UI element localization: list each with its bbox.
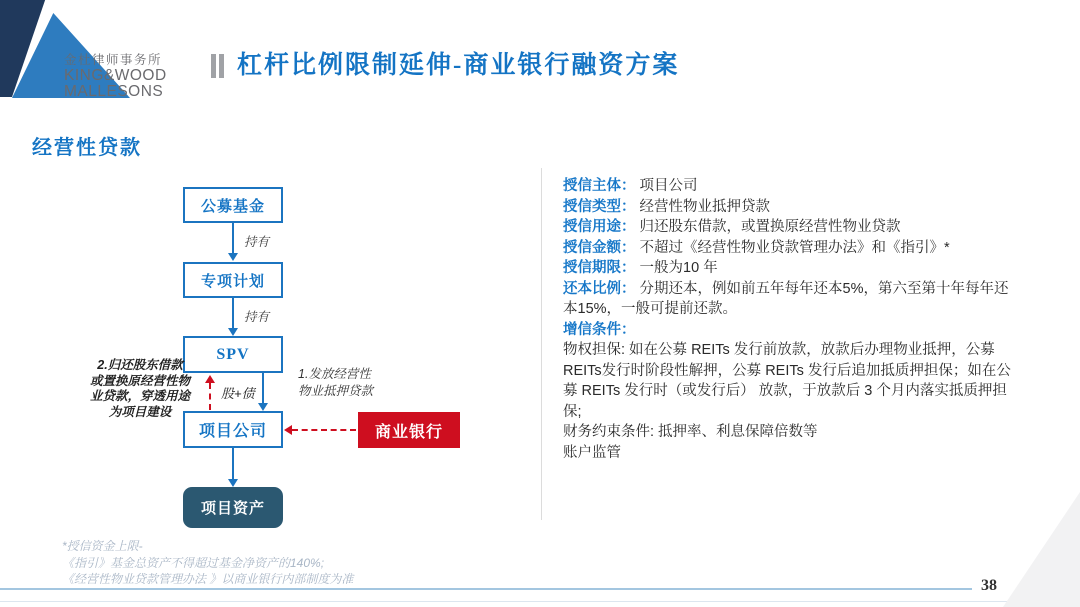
page-number: 38 [981, 577, 997, 594]
detail-line [563, 217, 1015, 238]
edge-label-hold-1: 持有 [244, 235, 270, 249]
footer-rule-secondary [0, 601, 1080, 602]
annotation-line: 为项目建设 [108, 404, 172, 419]
corner-decoration [1003, 492, 1080, 607]
edge-label-equity-debt: 股+债 [221, 386, 255, 401]
separator-bar [211, 54, 216, 78]
detail-line [563, 320, 1015, 341]
footnote [62, 538, 353, 588]
detail-label: 授信主体： [563, 178, 636, 194]
detail-value: 分期还本，例如前五年每年还本5%，第六至第十年每年还本15%，一般可提前还款。 [563, 280, 1009, 317]
detail-line [563, 258, 1015, 279]
detail-line [563, 238, 1015, 259]
detail-value: 不超过《经营性物业贷款管理办法》和《指引》* [639, 239, 950, 256]
detail-line [563, 176, 1015, 197]
detail-line [563, 197, 1015, 218]
footer-rule-primary [0, 588, 972, 590]
title-separator-icon [211, 54, 225, 78]
edge-label-hold-2: 持有 [244, 310, 270, 324]
arrow-spv-to-company [262, 373, 264, 404]
logo-english-line1: KING&WOOD [64, 66, 167, 84]
vertical-divider [541, 168, 542, 520]
credit-details-panel [563, 176, 1015, 463]
detail-label: 增信条件： [563, 321, 636, 338]
node-project-asset: 项目资产 [183, 487, 283, 528]
logo-chinese-name: 金杜律师事务所 [64, 53, 163, 67]
logo-english-line2: MALLESONS [64, 83, 164, 101]
detail-label: 授信用途： [563, 219, 636, 235]
detail-value: 物权担保: 如在公募 REITs 发行前放款，放款后办理物业抵押，公募REITs发行时阶段性解押，公募 REITs 发行后追加抵质押担保；如在公募 REITs 发行时（或发行后） 放款，于放款后 3 个月内落实抵质押担保; [563, 342, 1011, 420]
detail-value: 账户监管 [563, 444, 621, 461]
node-project-company: 项目公司 [183, 411, 283, 448]
detail-label: 授信金额： [563, 239, 636, 256]
annotation-line: 业贷款，穿透用途 [89, 389, 190, 403]
annotation-line: 2.归还股东借款 [97, 358, 183, 372]
detail-line [563, 340, 1015, 422]
annotation-line: 物业抵押贷款 [298, 383, 374, 398]
separator-bar [219, 54, 224, 78]
detail-label: 还本比例： [563, 280, 636, 297]
annotation-line: 或置换原经营性物 [89, 373, 190, 388]
detail-label: 授信期限： [563, 260, 636, 276]
detail-value: 财务约束条件: 抵押率、利息保障倍数等 [563, 424, 818, 440]
annotation-line: 1.发放经营性 [298, 367, 371, 381]
arrow-bank-to-company-loan [292, 429, 356, 431]
node-spv: SPV [183, 336, 283, 373]
annotation-repay-shareholder-loan [68, 358, 212, 420]
detail-value: 经营性物业抵押贷款 [639, 198, 771, 215]
arrow-plan-to-spv [232, 298, 234, 329]
footnote-line: *授信资金上限- [62, 539, 143, 553]
node-public-fund: 公募基金 [183, 187, 283, 223]
page-title: 杠杆比例限制延伸-商业银行融资方案 [237, 52, 680, 79]
detail-line [563, 443, 1015, 464]
detail-line [563, 422, 1015, 443]
detail-value: 项目公司 [639, 178, 698, 194]
detail-value: 归还股东借款，或置换原经营性物业贷款 [639, 219, 901, 235]
detail-label: 授信类型： [563, 198, 636, 215]
footnote-line: 《指引》基金总资产不得超过基金净资产的140%; [62, 555, 325, 570]
section-title: 经营性贷款 [32, 137, 142, 159]
footnote-line: 《经营性物业贷款管理办法 》以商业银行内部制度为准 [62, 572, 354, 586]
detail-value: 一般为10 年 [639, 260, 718, 276]
annotation-issue-loan [298, 366, 408, 399]
node-special-plan: 专项计划 [183, 262, 283, 298]
arrow-fund-to-plan [232, 223, 234, 254]
detail-line [563, 279, 1015, 320]
node-commercial-bank: 商业银行 [358, 412, 460, 448]
arrow-company-to-asset [232, 448, 234, 480]
firm-logo [64, 54, 167, 101]
